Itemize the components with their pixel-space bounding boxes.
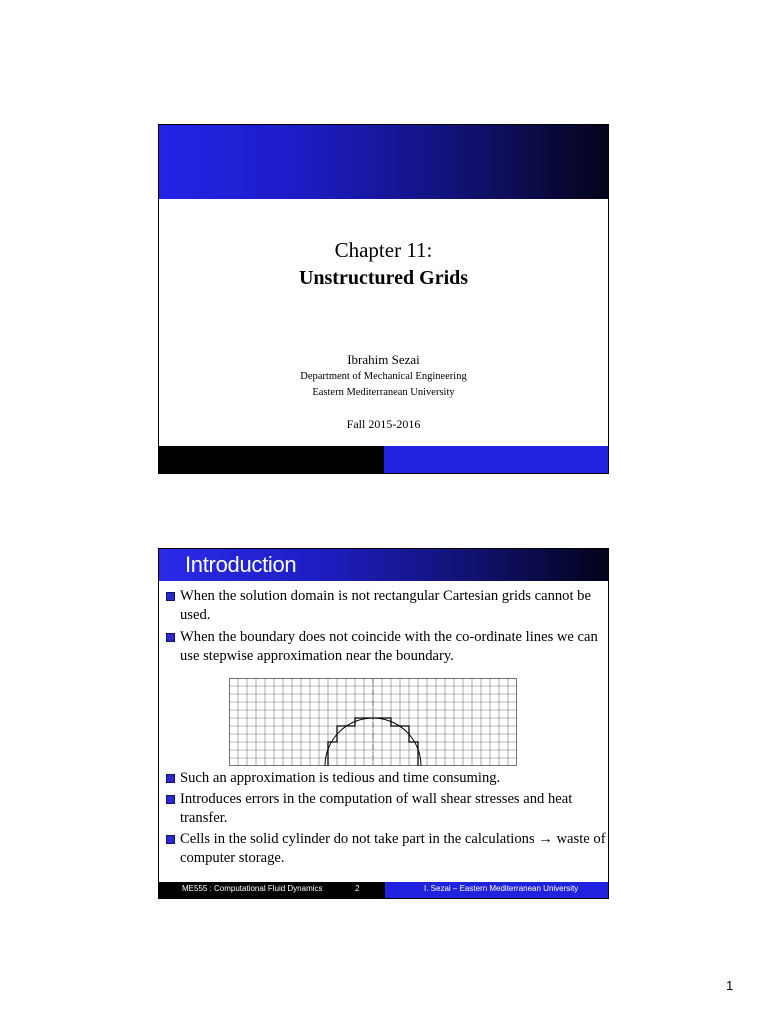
university: Eastern Mediterranean University xyxy=(312,387,455,398)
stepwise-grid-figure xyxy=(229,678,517,766)
slide-footer xyxy=(159,882,608,898)
bullet-text: Introduces errors in the computation of wall shear stresses and heat transfer. xyxy=(180,791,573,826)
bullet-square-icon xyxy=(166,835,175,844)
bullet-text: Cells in the solid cylinder do not take part in the calculations → waste of computer storage. xyxy=(180,831,606,866)
bullet-item xyxy=(159,790,608,828)
author-name: Ibrahim Sezai xyxy=(347,352,420,367)
bullet-square-icon xyxy=(166,795,175,804)
title-slide-top-banner xyxy=(159,125,608,199)
bullet-list-top xyxy=(159,587,608,666)
bullet-square-icon xyxy=(166,592,175,601)
bullet-item xyxy=(159,587,608,625)
bullet-text: When the solution domain is not rectangular Cartesian grids cannot be used. xyxy=(180,588,591,623)
title-slide xyxy=(158,124,609,474)
bullet-square-icon xyxy=(166,633,175,642)
title-slide-bottom-bar-right xyxy=(383,446,608,473)
page-number: 1 xyxy=(726,978,734,993)
bullet-square-icon xyxy=(166,774,175,783)
bullet-text: When the boundary does not coincide with the co-ordinate lines we can use stepwise approximation near the boundary. xyxy=(180,629,598,664)
chapter-label: Chapter 11: xyxy=(334,238,433,262)
chapter-title: Unstructured Grids xyxy=(298,267,469,289)
bullet-item xyxy=(159,769,608,788)
footer-slide-number: 2 xyxy=(355,884,360,893)
slide-header xyxy=(159,549,608,581)
bullet-item xyxy=(159,830,608,868)
title-slide-bottom-bar-left xyxy=(159,446,385,473)
introduction-slide xyxy=(158,548,609,899)
footer-author: I. Sezai – Eastern Mediterranean University xyxy=(424,884,579,893)
slide-title: Introduction xyxy=(185,552,297,577)
department: Department of Mechanical Engineering xyxy=(300,371,467,382)
footer-course: ME555 : Computational Fluid Dynamics xyxy=(182,884,323,893)
term: Fall 2015-2016 xyxy=(346,417,421,431)
bullet-text: Such an approximation is tedious and time consuming. xyxy=(180,770,501,786)
bullet-item xyxy=(159,628,608,666)
bullet-list-bottom xyxy=(159,769,608,870)
